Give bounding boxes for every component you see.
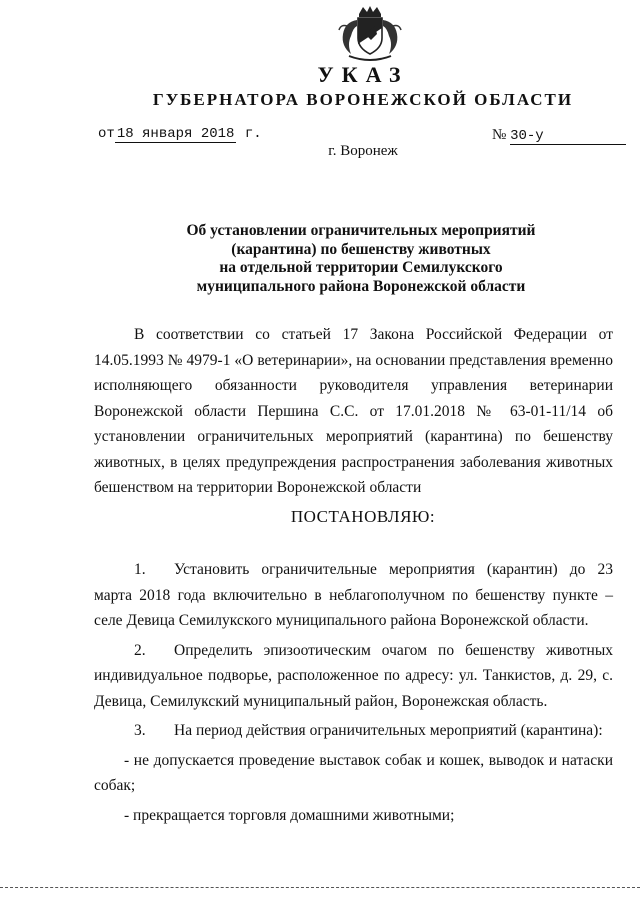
item-number: 2. bbox=[134, 641, 146, 659]
date-value: 18 января 2018 bbox=[116, 126, 235, 142]
item-text: Установить ограничительные мероприятия (карантин) до 23 марта 2018 года включительно в неблагополучном по бешенству пункте – селе Девица Семилукского муниципального района Воронежской области. bbox=[94, 561, 613, 629]
number-prefix: № bbox=[492, 127, 507, 143]
issuer-subtitle: ГУБЕРНАТОРА ВОРОНЕЖСКОЙ ОБЛАСТИ bbox=[152, 90, 574, 109]
coat-of-arms-emblem bbox=[337, 4, 403, 64]
date-prefix: от bbox=[98, 126, 115, 142]
preamble-paragraph: В соответствии со статьей 17 Закона Российской Федерации от 14.05.1993 № 4979-1 «О ветеринарии», на основании представления временно исполняющего обязанности руководителя управления ветеринарии Воронежской области Першина С.С. от 17.01.2018 № 63-01-11/14 об установлении ограничительных мероприятий (карантина) по бешенству животных, в целях предупреждения распространения заболевания животных бешенством на территории Воронежской области bbox=[94, 326, 613, 496]
list-item: - прекращается торговля домашними животными; bbox=[124, 806, 455, 824]
item-text: Определить эпизоотическим очагом по бешенству животных индивидуальное подворье, расположенное по адресу: ул. Танкистов, д. 29, с. Девица, Семилукский муниципальный район, Воронежская область. bbox=[94, 641, 613, 710]
document-type-title: УКАЗ bbox=[317, 62, 409, 87]
heading-line: Об установлении ограничительных мероприятий bbox=[186, 222, 536, 239]
list-item: - не допускается проведение выставок собак и кошек, выводок и натаски собак; bbox=[94, 751, 613, 794]
decree-items bbox=[94, 557, 613, 828]
heading-line: на отдельной территории Семилукского bbox=[219, 259, 503, 276]
item-number: 1. bbox=[134, 561, 146, 578]
list-item bbox=[94, 718, 613, 744]
item-number: 3. bbox=[134, 722, 146, 739]
decree-heading bbox=[96, 222, 626, 296]
heading-line: (карантина) по бешенству животных bbox=[231, 240, 491, 258]
date-line bbox=[98, 126, 262, 142]
document-number: 30-у bbox=[510, 128, 626, 145]
city-label: г. Воронеж bbox=[328, 143, 398, 159]
list-item bbox=[94, 557, 613, 634]
date-suffix: г. bbox=[244, 126, 262, 142]
page-bottom-rule bbox=[0, 887, 640, 888]
item-text: На период действия ограничительных мероприятий (карантина): bbox=[174, 722, 603, 739]
list-item bbox=[94, 638, 613, 715]
decree-word: ПОСТАНОВЛЯЮ: bbox=[290, 507, 436, 526]
heading-line: муниципального района Воронежской области bbox=[196, 277, 526, 295]
